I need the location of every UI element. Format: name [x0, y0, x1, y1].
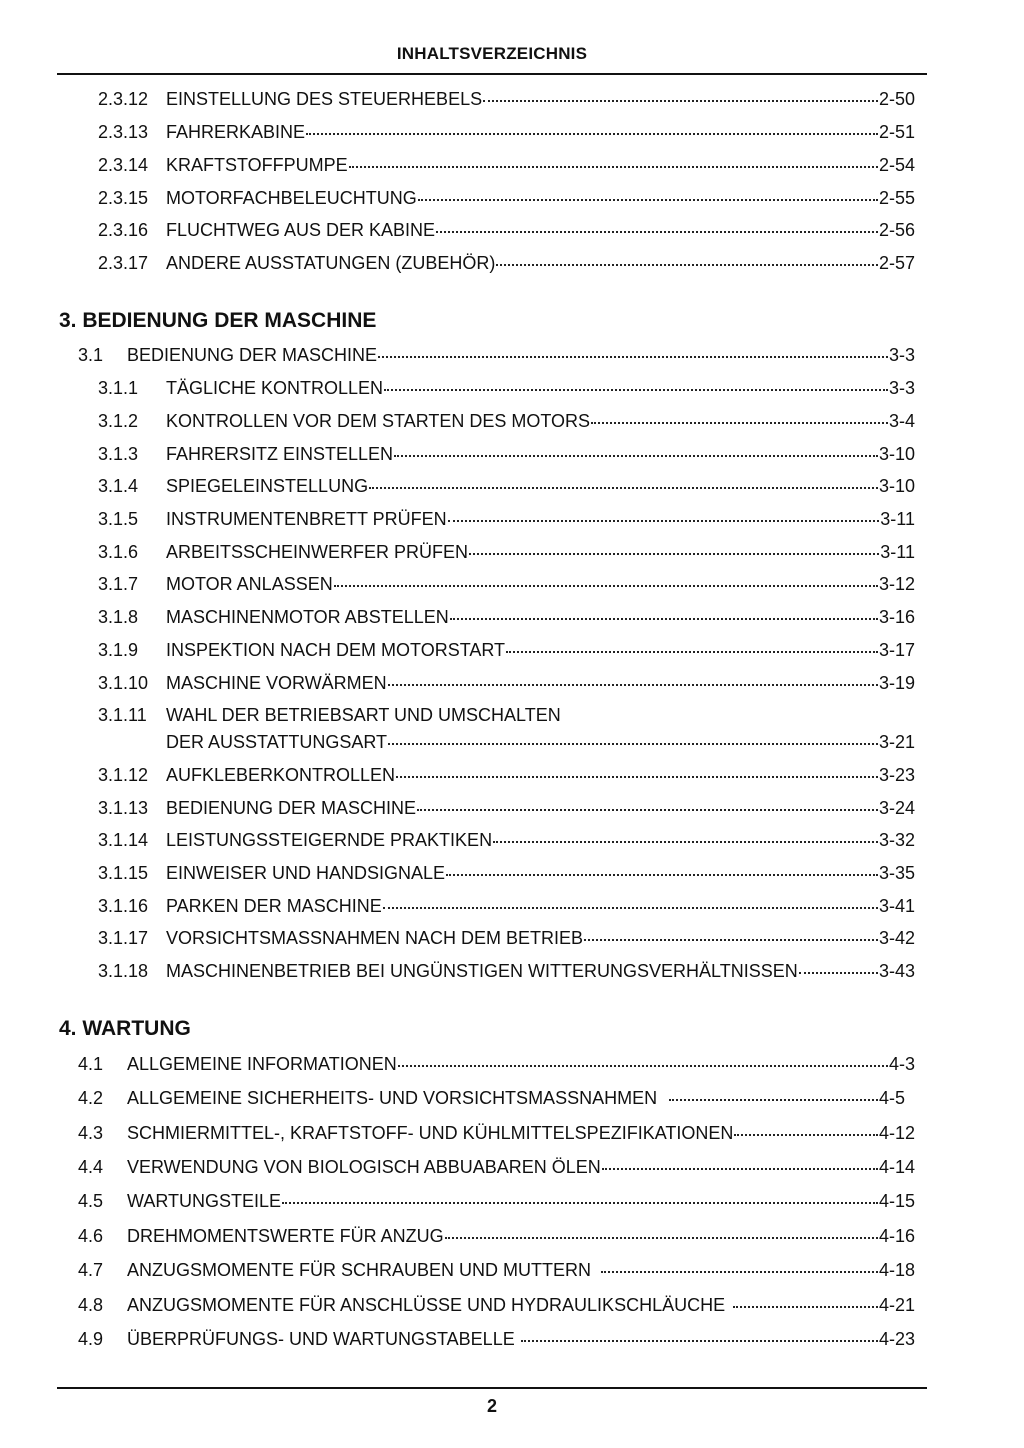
toc-entry-number: 3.1.12	[98, 765, 149, 785]
toc-section-entry[interactable]	[78, 1329, 915, 1350]
toc-entry-number: 4.7	[78, 1260, 104, 1280]
toc-entry[interactable]	[98, 961, 915, 982]
toc-entry[interactable]	[98, 220, 915, 241]
toc-entry-number: 3.1.7	[98, 574, 139, 594]
toc-entry[interactable]	[98, 798, 915, 819]
dot-leader	[506, 651, 878, 653]
dot-leader	[448, 520, 880, 522]
toc-entry[interactable]	[98, 863, 915, 884]
toc-entry-number: 3.1.8	[98, 607, 139, 627]
dot-leader	[384, 389, 888, 391]
toc-entry-title: VORSICHTSMASSNAHMEN NACH DEM BETRIEB	[166, 928, 584, 948]
toc-entry-number: 3.1.9	[98, 640, 139, 660]
chapter-heading[interactable]: 3. BEDIENUNG DER MASCHINE	[59, 309, 377, 332]
toc-entry-title: FLUCHTWEG AUS DER KABINE	[166, 220, 436, 240]
toc-entry-page: 3-16	[878, 607, 915, 627]
toc-entry-page: 4-5	[878, 1088, 905, 1108]
dot-leader	[306, 133, 878, 135]
toc-section-entry[interactable]	[78, 345, 915, 366]
toc-entry-title: ANDERE AUSSTATUNGEN (ZUBEHÖR)	[166, 253, 496, 273]
toc-entry-title: WARTUNGSTEILE	[127, 1191, 282, 1211]
toc-entry-title: PARKEN DER MASCHINE	[166, 896, 382, 916]
toc-entry-title: INSTRUMENTENBRETT PRÜFEN	[166, 509, 447, 529]
toc-entry-title: FAHRERSITZ EINSTELLEN	[166, 444, 394, 464]
toc-section-entry[interactable]	[78, 1054, 915, 1075]
toc-entry[interactable]	[98, 574, 915, 595]
chapter-heading[interactable]: 4. WARTUNG	[59, 1017, 191, 1040]
toc-entry-title: BEDIENUNG DER MASCHINE	[166, 798, 417, 818]
footer-rule	[57, 1387, 927, 1389]
toc-section-entry[interactable]	[78, 1191, 915, 1212]
toc-entry-page: 2-57	[878, 253, 915, 273]
toc-entry-page: 4-21	[878, 1295, 915, 1315]
toc-entry-title: ALLGEMEINE SICHERHEITS- UND VORSICHTSMASSNAHMEN	[127, 1088, 658, 1108]
toc-entry[interactable]	[98, 444, 915, 465]
toc-section-entry[interactable]	[78, 1295, 915, 1316]
page-header-title: INHALTSVERZEICHNIS	[396, 44, 588, 63]
toc-entry-number: 2.3.12	[98, 89, 149, 109]
dot-leader	[383, 907, 878, 909]
toc-section-entry[interactable]	[78, 1123, 915, 1144]
toc-entry-title: ANZUGSMOMENTE FÜR ANSCHLÜSSE UND HYDRAULIKSCHLÄUCHE	[127, 1295, 726, 1315]
dot-leader	[398, 1065, 888, 1067]
toc-entry-title: BEDIENUNG DER MASCHINE	[127, 345, 378, 365]
dot-leader	[601, 1271, 878, 1273]
toc-entry-number: 4.8	[78, 1295, 104, 1315]
toc-entry[interactable]	[98, 188, 915, 209]
toc-entry-page: 3-12	[878, 574, 915, 594]
toc-entry-number: 3.1.2	[98, 411, 139, 431]
toc-entry-title: MOTORFACHBELEUCHTUNG	[166, 188, 417, 208]
toc-entry-page: 3-11	[880, 542, 915, 562]
dot-leader	[469, 553, 879, 555]
dot-leader	[493, 841, 878, 843]
dot-leader	[669, 1099, 878, 1101]
toc-entry-page: 3-10	[878, 476, 915, 496]
toc-entry-title: SCHMIERMITTEL-, KRAFTSTOFF- UND KÜHLMITTELSPEZIFIKATIONEN	[127, 1123, 734, 1143]
toc-entry-number: 3.1.3	[98, 444, 139, 464]
toc-entry-title: LEISTUNGSSTEIGERNDE PRAKTIKEN	[166, 830, 493, 850]
toc-entry-title: MASCHINENMOTOR ABSTELLEN	[166, 607, 449, 627]
toc-entry-number: 2.3.13	[98, 122, 149, 142]
toc-section-entry[interactable]	[78, 1226, 915, 1247]
toc-entry-page: 3-4	[888, 411, 915, 431]
toc-entry-number: 4.5	[78, 1191, 104, 1211]
toc-entry-page: 3-23	[878, 765, 915, 785]
toc-entry-page: 2-51	[878, 122, 915, 142]
toc-entry-page: 3-10	[878, 444, 915, 464]
toc-entry[interactable]	[98, 765, 915, 786]
toc-entry-number: 3.1.15	[98, 863, 149, 883]
toc-entry[interactable]	[98, 122, 915, 143]
toc-entry-title-line2: DER AUSSTATTUNGSART	[166, 732, 388, 752]
toc-entry[interactable]	[98, 411, 915, 432]
toc-entry-number: 3.1	[78, 345, 104, 365]
dot-leader	[388, 684, 878, 686]
toc-entry-page: 2-50	[878, 89, 915, 109]
toc-entry-page: 2-56	[878, 220, 915, 240]
toc-entry-title-line1: WAHL DER BETRIEBSART UND UMSCHALTEN	[166, 705, 561, 725]
toc-entry[interactable]	[98, 830, 915, 851]
toc-entry[interactable]	[98, 155, 915, 176]
toc-entry-title: EINWEISER UND HANDSIGNALE	[166, 863, 446, 883]
dot-leader	[446, 874, 878, 876]
dot-leader	[591, 422, 888, 424]
toc-entry-number: 3.1.17	[98, 928, 149, 948]
toc-entry-title: AUFKLEBERKONTROLLEN	[166, 765, 396, 785]
toc-section-entry[interactable]	[78, 1260, 915, 1281]
page-number: 2	[486, 1396, 497, 1416]
toc-entry-title: ÜBERPRÜFUNGS- UND WARTUNGSTABELLE	[127, 1329, 515, 1349]
dot-leader	[584, 939, 878, 941]
toc-entry-number: 3.1.4	[98, 476, 139, 496]
dot-leader	[799, 972, 878, 974]
toc-entry-title: KONTROLLEN VOR DEM STARTEN DES MOTORS	[166, 411, 591, 431]
toc-entry-number: 4.3	[78, 1123, 104, 1143]
toc-section-entry[interactable]	[78, 1088, 905, 1109]
toc-entry[interactable]	[98, 640, 915, 661]
toc-entry-page: 4-16	[878, 1226, 915, 1246]
header-rule	[57, 73, 927, 75]
toc-entry-number: 2.3.14	[98, 155, 149, 175]
dot-leader	[388, 743, 878, 745]
toc-entry-number: 3.1.13	[98, 798, 149, 818]
toc-entry-page: 3-32	[878, 830, 915, 850]
toc-entry-title: ANZUGSMOMENTE FÜR SCHRAUBEN UND MUTTERN	[127, 1260, 592, 1280]
toc-entry-page: 3-19	[878, 673, 915, 693]
toc-entry-number: 4.1	[78, 1054, 104, 1074]
dot-leader	[369, 487, 878, 489]
toc-entry-title: EINSTELLUNG DES STEUERHEBELS	[166, 89, 483, 109]
toc-entry-page: 3-3	[888, 378, 915, 398]
toc-entry-title: FAHRERKABINE	[166, 122, 306, 142]
dot-leader	[521, 1340, 878, 1342]
toc-entry-page: 4-15	[878, 1191, 915, 1211]
toc-entry-title: MASCHINENBETRIEB BEI UNGÜNSTIGEN WITTERUNGSVERHÄLTNISSEN	[166, 961, 798, 981]
dot-leader	[733, 1306, 878, 1308]
toc-entry-page: 2-54	[878, 155, 915, 175]
toc-entry-number: 3.1.1	[98, 378, 139, 398]
toc-entry-number: 2.3.16	[98, 220, 149, 240]
dot-leader	[394, 455, 878, 457]
toc-entry-page: 3-35	[878, 863, 915, 883]
toc-entry-title: TÄGLICHE KONTROLLEN	[166, 378, 384, 398]
toc-entry-page: 3-11	[880, 509, 915, 529]
toc-entry-number: 3.1.6	[98, 542, 139, 562]
toc-entry[interactable]	[98, 89, 915, 110]
toc-entry[interactable]	[98, 253, 915, 274]
toc-entry-page: 3-21	[878, 732, 915, 752]
toc-entry-number: 3.1.18	[98, 961, 149, 981]
dot-leader	[450, 618, 878, 620]
toc-entry-title: VERWENDUNG VON BIOLOGISCH ABBUABAREN ÖLEN	[127, 1157, 601, 1177]
toc-entry-number: 3.1.5	[98, 509, 139, 529]
toc-entry-number: 3.1.10	[98, 673, 149, 693]
toc-entry-number: 3.1.16	[98, 896, 149, 916]
toc-entry-number: 3.1.14	[98, 830, 149, 850]
dot-leader	[418, 199, 878, 201]
toc-entry-title: MOTOR ANLASSEN	[166, 574, 333, 594]
dot-leader	[483, 100, 878, 102]
toc-entry-page: 4-3	[888, 1054, 915, 1074]
toc-entry-page: 3-41	[878, 896, 915, 916]
toc-entry[interactable]	[98, 928, 915, 949]
toc-entry-page: 2-55	[878, 188, 915, 208]
toc-entry-page: 3-24	[878, 798, 915, 818]
toc-entry[interactable]	[98, 378, 915, 399]
toc-entry-title: DREHMOMENTSWERTE FÜR ANZUG	[127, 1226, 444, 1246]
toc-entry-page: 3-42	[878, 928, 915, 948]
dot-leader	[396, 776, 878, 778]
toc-entry-page: 3-3	[888, 345, 915, 365]
toc-entry-page: 4-18	[878, 1260, 915, 1280]
dot-leader	[602, 1168, 878, 1170]
toc-entry-number: 4.9	[78, 1329, 104, 1349]
dot-leader	[496, 264, 878, 266]
dot-leader	[349, 166, 878, 168]
toc-entry[interactable]	[98, 542, 915, 563]
toc-entry[interactable]	[98, 476, 915, 497]
toc-entry[interactable]	[98, 607, 915, 628]
toc-entry-number: 2.3.15	[98, 188, 149, 208]
dot-leader	[334, 585, 878, 587]
toc-entry-number: 4.4	[78, 1157, 104, 1177]
toc-entry-title: ALLGEMEINE INFORMATIONEN	[127, 1054, 397, 1074]
toc-entry-number: 2.3.17	[98, 253, 149, 273]
toc-section-entry[interactable]	[78, 1157, 915, 1178]
toc-entry-page: 3-17	[878, 640, 915, 660]
toc-entry-title: INSPEKTION NACH DEM MOTORSTART	[166, 640, 506, 660]
dot-leader	[436, 231, 878, 233]
toc-entry[interactable]	[98, 673, 915, 694]
toc-entry-title: MASCHINE VORWÄRMEN	[166, 673, 387, 693]
toc-entry-multiline[interactable]	[98, 705, 915, 726]
dot-leader	[417, 809, 878, 811]
dot-leader	[734, 1134, 878, 1136]
toc-entry[interactable]	[98, 509, 915, 530]
dot-leader	[282, 1202, 878, 1204]
toc-entry-title: SPIEGELEINSTELLUNG	[166, 476, 369, 496]
toc-entry-page: 4-12	[878, 1123, 915, 1143]
toc-entry-page: 4-14	[878, 1157, 915, 1177]
toc-entry[interactable]	[98, 896, 915, 917]
toc-entry-title: KRAFTSTOFFPUMPE	[166, 155, 348, 175]
toc-entry-number: 4.6	[78, 1226, 104, 1246]
dot-leader	[378, 356, 888, 358]
toc-entry-page: 3-43	[878, 961, 915, 981]
toc-entry-number: 4.2	[78, 1088, 104, 1108]
toc-entry-title: ARBEITSSCHEINWERFER PRÜFEN	[166, 542, 469, 562]
toc-entry-page: 4-23	[878, 1329, 915, 1349]
dot-leader	[445, 1237, 878, 1239]
toc-entry-number: 3.1.11	[98, 705, 147, 725]
toc-entry-continuation[interactable]	[166, 732, 915, 753]
